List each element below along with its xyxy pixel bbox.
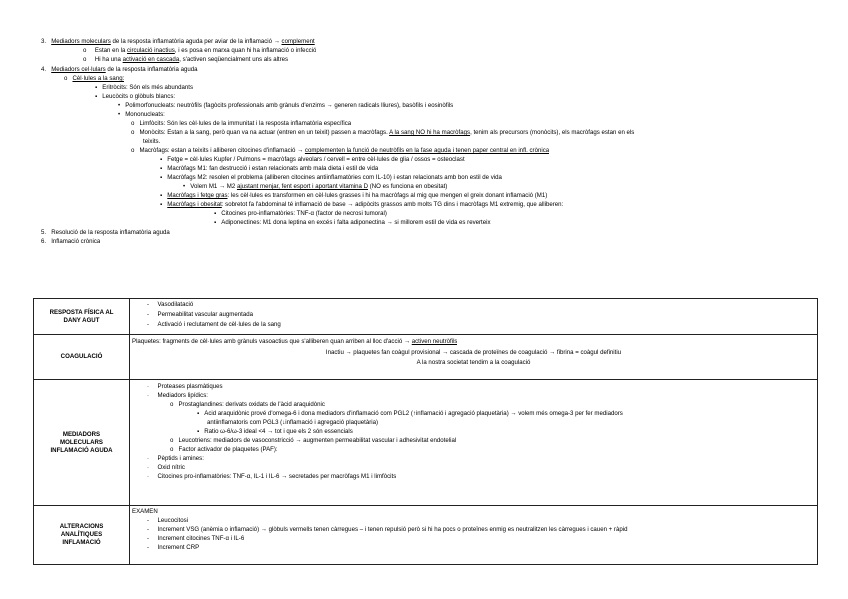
- list-sub-item: ▪ Citocines pro-inflamatòries: TNF-α (factor de necrosi tumoral): [214, 210, 387, 217]
- table-row: [34, 380, 818, 506]
- list-sub-item: o Estan en la circulació inactius, i es posa en marxa quan hi ha inflamació o infecció: [83, 47, 317, 54]
- list-sub-item-cont: teixits.: [143, 138, 161, 145]
- list-sub-item: • Mononucleats:: [118, 111, 165, 118]
- bullet-line: · Pèptids i amines:: [147, 455, 204, 462]
- row-content: [130, 506, 818, 565]
- row-label: ALTERACIONS ANALÍTIQUES INFLAMACIÓ: [34, 506, 130, 565]
- row-content: [130, 299, 818, 335]
- row-content: [130, 335, 818, 380]
- list-item-5: 5. Resolució de la resposta inflamatòria aguda: [41, 229, 170, 236]
- list-sub-item: • Polimorfonucleats: neutròfils (fagòcits professionals amb grànuls d'enzims → generen radicals lliures), basòfils i eosinòfils: [118, 102, 454, 109]
- list-sub-item: ▪ Macròfags i obesitat: sobretot fa l'abdominal té inflamació de base → adipòcits grassos amb molts TG dins i macròfags M1 extremig, que alliberen:: [160, 201, 564, 208]
- list-item-6: 6. Inflamació crònica: [41, 238, 101, 245]
- row-label: COAGULACIÓ: [34, 335, 130, 380]
- bullet-line: ▪ Ratio ω-6/ω-3 ideal <4 → tot i que els 2 són essencials: [197, 428, 353, 435]
- row-label: RESPOSTA FÍSICA AL DANY AGUT: [34, 299, 130, 335]
- bullet-line: · Proteases plasmàtiques: [147, 383, 223, 390]
- list-sub-item: ▪ Fetge = cèl·lules Kupfer / Pulmons = macròfags alveolars / cervell = entre cèl·lules de glia / ossos = osteoclast: [160, 156, 465, 163]
- list-sub-item: o Limfòcits: Són les cèl·lules de la immunitat i la resposta inflamatòria específica: [131, 120, 352, 127]
- text-line: Inactiu → plaquetes fan coàgul provisional → cascada de proteïnes de coagulació → fibrina = coàgul definitiu: [325, 349, 622, 356]
- bullet-line: o Prostaglandines: derivats oxidats de l'àcid araquidònic: [170, 401, 325, 408]
- bullet-line: · Òxid nítric: [147, 464, 185, 471]
- bullet-line-cont: antiinflamatoris com PGL3 (↓inflamació i agregació plaquetària): [207, 419, 379, 426]
- row-label: MEDIADORS MOLECULARS INFLAMACIÓ AGUDA: [34, 380, 130, 506]
- list-sub-item: o Macròfags: estan a teixits i alliberen citocines d'inflamació → complementen la funció de neutròfils en la fase aguda i tenen paper central en infl. crònica: [131, 147, 550, 154]
- bullet-line: - Increment citocines TNF-α i IL-6: [147, 535, 245, 542]
- bullet-line: · Citocines pro-inflamatòries: TNF-α, IL-1 i IL-6 → secretades per macròfags M1 i limfòcits: [147, 473, 397, 480]
- list-item-4: 4. Mediadors cel·lulars de la resposta inflamatòria aguda: [41, 66, 198, 73]
- table-row: [34, 506, 818, 565]
- bullet-line: - Leucocitosi: [147, 517, 188, 524]
- list-sub-item: • Volem M1 → M2 ajustant menjar, fent esport i aportant vitamina D (NO es funciona en obesitat): [183, 183, 448, 190]
- list-sub-item: ▪ Eritròcits: Són els més abundants: [95, 84, 194, 91]
- bullet-line: - Increment CRP: [147, 544, 200, 551]
- list-sub-item: o Hi ha una activació en cascada, s'activen seqüencialment uns als altres: [83, 56, 289, 63]
- list-sub-item: ▪ Macròfags i fetge gras: les cèl·lules es transformen en cèl·lules grasses i hi ha macròfags al mig que mengen el greix donant inflamació (M1): [160, 192, 548, 199]
- list-sub-item: ▪ Macròfags M1: fan destrucció i estan relacionats amb mala dieta i estil de vida: [160, 165, 379, 172]
- text-line: Plaquetes: fragments de cèl·lules amb grànuls vasoactius que s'alliberen quan arriben al lloc d'acció → activen neutròfils: [132, 338, 458, 345]
- section-header: EXAMEN: [132, 508, 158, 515]
- table-row: [34, 299, 818, 335]
- list-sub-item: o Cèl·lules a la sang:: [64, 75, 125, 82]
- list-sub-item: ▪ Adiponectines: M1 dona leptina en excés i falta adiponectina → si millorem estil de vida es reverteix: [214, 219, 491, 226]
- list-item-3: 3. Mediadors moleculars de la resposta inflamatòria aguda per aviar de la inflamació → complement: [41, 38, 315, 45]
- row-content: [130, 380, 818, 506]
- bullet-line: - Vasodilatació: [147, 301, 194, 308]
- text-line: A la nostra societat tendim a la coagulació: [416, 359, 531, 366]
- bullet-line: - Permeabilitat vascular augmentada: [147, 311, 254, 318]
- bullet-line: - Increment VSG (anèmia o inflamació) → glòbuls vermells tenen càrregues – i tenen repulsió però si hi ha pocs o proteïnes enmig es neutralitzen les càrregues i cauen + ràpid: [147, 526, 628, 533]
- bullet-line: · Mediadors lipídics:: [147, 392, 208, 399]
- list-sub-item: ▪ Leucòcits o glòbuls blancs:: [95, 93, 176, 100]
- bullet-line: o Factor activador de plaquetes (PAF):: [170, 446, 278, 453]
- bullet-line: o Leucotriens: mediadors de vasoconstricció → augmenten permeabilitat vascular i adhesivitat endotelial: [170, 437, 457, 444]
- list-sub-item: ▪ Macròfags M2: resolen el problema (alliberen citocines antiinflamatòries com IL-10) i estan relacionats amb bon estil de vida: [160, 174, 502, 181]
- bullet-line: ▪ Àcid araquidònic prové d'omega-6 i dona mediadors d'inflamació com PGL2 (↑inflamació i agregació plaquetària) → volem més omega-3 per fer mediadors: [197, 410, 623, 417]
- summary-table: [33, 298, 818, 565]
- list-sub-item: o Monòcits: Estan a la sang, però quan va na actuar (entren en un teixit) passen a macròfags. A la sang NO hi ha macròfags, tenim als precursors (monòcits), els macròfags estan en els: [131, 129, 635, 136]
- table-row: [34, 335, 818, 380]
- bullet-line: - Activació i reclutament de cèl·lules de la sang: [147, 321, 281, 328]
